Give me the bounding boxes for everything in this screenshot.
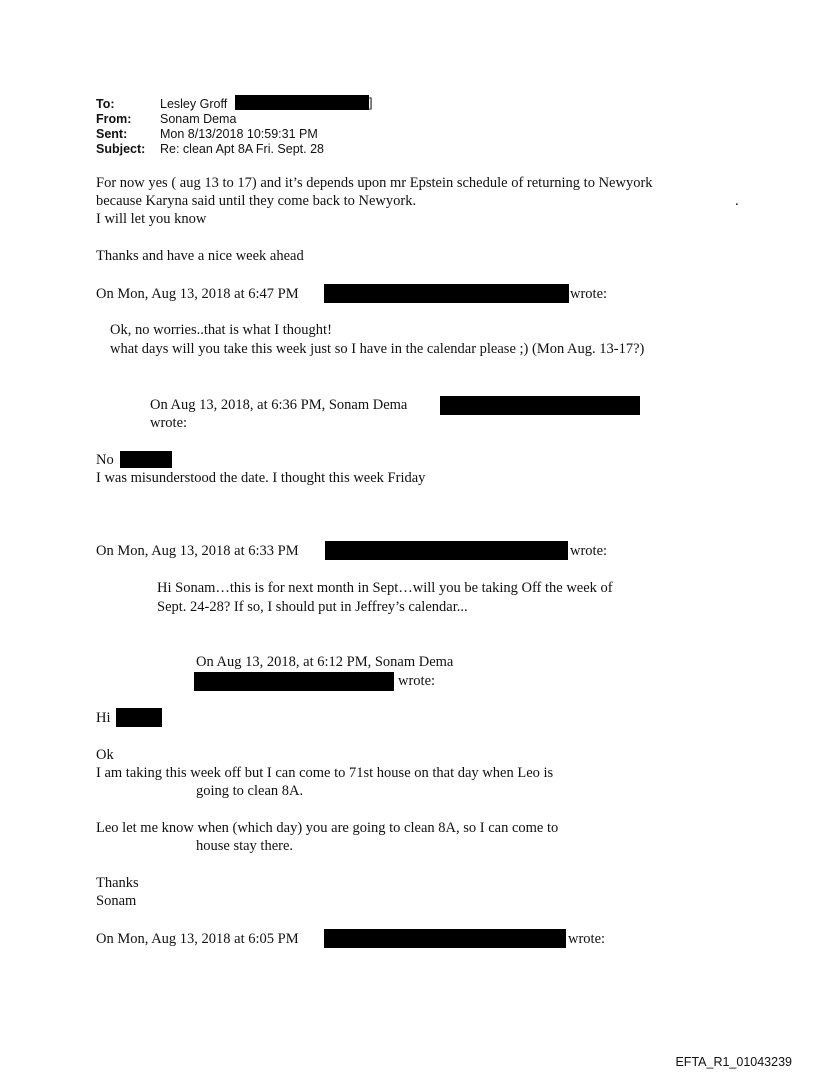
quote1-suffix: wrote: [570, 286, 608, 302]
reply2-line2: Sept. 24-28? If so, I should put in Jeffrey’s calendar... [157, 599, 468, 615]
subject-value: Re: clean Apt 8A Fri. Sept. 28 [160, 142, 324, 156]
quote3-suffix: wrote: [570, 543, 608, 559]
message3-line1: I am taking this week off but I can come to 71st house on that day when Leo is [96, 765, 554, 781]
redaction-quote2-email [440, 396, 640, 415]
from-value: Sonam Dema [160, 112, 237, 126]
quote5-suffix: wrote: [568, 931, 606, 947]
quote5-prefix: On Mon, Aug 13, 2018 at 6:05 PM [96, 931, 299, 947]
message3-line4: house stay there. [196, 838, 294, 854]
quote4-line2: wrote: [398, 673, 436, 689]
message1-line1: For now yes ( aug 13 to 17) and it’s depends upon mr Epstein schedule of returning to Newyork [96, 175, 653, 191]
to-bracket: ] [369, 96, 373, 110]
message2-line1: I was misunderstood the date. I thought this week Friday [96, 470, 426, 486]
document-id: EFTA_R1_01043239 [675, 1055, 792, 1069]
subject-label: Subject: [96, 142, 146, 156]
redaction-quote4-email [194, 672, 394, 691]
sent-label: Sent: [96, 127, 128, 141]
message2-no: No [96, 452, 114, 468]
message3-thanks: Thanks [96, 875, 139, 891]
message3-signature: Sonam [96, 893, 137, 909]
reply1-line1: Ok, no worries..that is what I thought! [110, 322, 332, 338]
message3-line2: going to clean 8A. [196, 783, 304, 799]
sent-value: Mon 8/13/2018 10:59:31 PM [160, 127, 318, 141]
redaction-message3-name [116, 708, 162, 727]
quote3-prefix: On Mon, Aug 13, 2018 at 6:33 PM [96, 543, 299, 559]
message1-line2: because Karyna said until they come back to Newyork. [96, 193, 417, 209]
message1-line3: I will let you know [96, 211, 207, 227]
stray-dot: . [735, 193, 739, 209]
reply1-line2: what days will you take this week just so I have in the calendar please ;) (Mon Aug. 13-17?) [110, 341, 645, 357]
redaction-message2-name [120, 451, 172, 468]
redaction-quote5-sender [324, 929, 566, 948]
redaction-quote3-sender [325, 541, 568, 560]
to-label: To: [96, 97, 115, 111]
quote4-line1: On Aug 13, 2018, at 6:12 PM, Sonam Dema [196, 654, 454, 670]
message3-ok: Ok [96, 747, 114, 763]
quote2-line2: wrote: [150, 415, 188, 431]
redaction-to-email [235, 95, 369, 110]
to-value: Lesley Groff [160, 97, 228, 111]
from-label: From: [96, 112, 132, 126]
quote2-line1: On Aug 13, 2018, at 6:36 PM, Sonam Dema [150, 397, 408, 413]
message1-line4: Thanks and have a nice week ahead [96, 248, 304, 264]
message3-hi: Hi [96, 710, 111, 726]
redaction-quote1-sender [324, 284, 569, 303]
reply2-line1: Hi Sonam…this is for next month in Sept…will you be taking Off the week of [157, 580, 613, 596]
quote1-prefix: On Mon, Aug 13, 2018 at 6:47 PM [96, 286, 299, 302]
message3-line3: Leo let me know when (which day) you are going to clean 8A, so I can come to [96, 820, 559, 836]
